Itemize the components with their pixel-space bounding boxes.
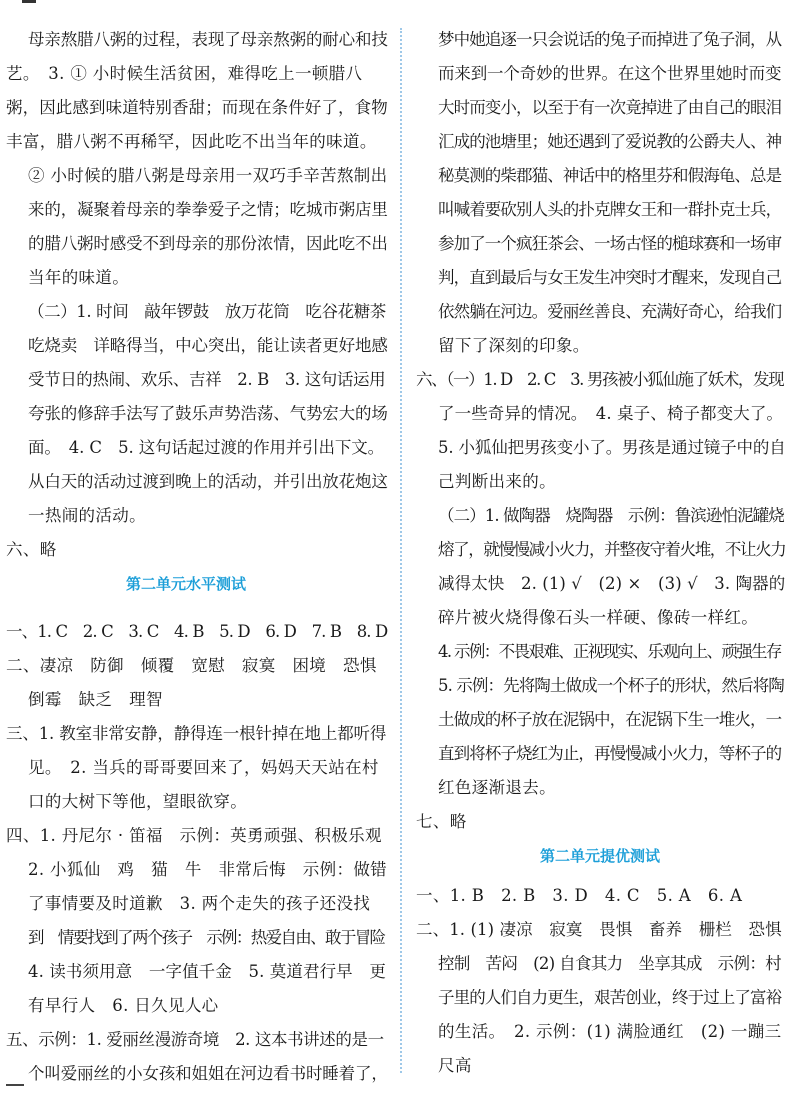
text-line: 的腊八粥时感受不到母亲的那份浓情，因此吃不出 (28, 234, 388, 253)
text-line: ② 小时候的腊八粥是母亲用一双巧手辛苦熬制出 (28, 166, 388, 185)
text-line: 一、1. B 2. B 3. D 4. C 5. A 6. A (416, 886, 743, 905)
text-line: 的生活。 2. 示例：(1) 满脸通红 (2) 一蹦三 (438, 1022, 782, 1041)
text-line: （二）1. 做陶器 烧陶器 示例：鲁滨逊怕泥罐烧 (438, 506, 784, 525)
text-line: 倒霉 缺乏 理智 (28, 690, 163, 709)
text-line: 己判断出来的。 (438, 472, 556, 491)
text-line: 见。 2. 当兵的哥哥要回来了，妈妈天天站在村 (28, 758, 379, 777)
text-line: 依然躺在河边。爱丽丝善良、充满好奇心，给我们 (438, 302, 782, 321)
text-line: 四、1. 丹尼尔 · 笛福 示例：英勇顽强、积极乐观 (6, 826, 382, 845)
text-line: 叫喊着要砍别人头的扑克牌女王和一群扑克士兵， (438, 200, 782, 219)
text-line: 一热闹的活动。 (28, 506, 146, 525)
page-edge-mark (6, 1084, 24, 1086)
text-line: 七、略 (416, 812, 467, 831)
text-line: 尺高 (438, 1056, 472, 1075)
text-line: 熔了，就慢慢减小火力，并整夜守着火堆，不让火力 (438, 540, 786, 559)
text-line: 三、1. 教室非常安静，静得连一根针掉在地上都听得 (6, 724, 387, 743)
text-line: 5. 示例：先将陶土做成一个杯子的形状，然后将陶 (438, 676, 784, 695)
text-line: 母亲熬腊八粥的过程，表现了母亲熬粥的耐心和技 (28, 30, 388, 49)
text-line: 艺。 3. ① 小时候生活贫困，难得吃上一顿腊八 (6, 64, 363, 83)
text-line: 红色逐渐退去。 (438, 778, 556, 797)
text-line: （二）1. 时间 敲年锣鼓 放万花筒 吃谷花糖茶 (28, 302, 386, 321)
text-line: 丰富，腊八粥不再稀罕，因此吃不出当年的味道。 (6, 132, 377, 151)
text-line: 当年的味道。 (28, 268, 130, 287)
text-line: 判，直到最后与女王发生冲突时才醒来，发现自己 (438, 268, 782, 287)
text-line: 土做成的杯子放在泥锅中，在泥锅下生一堆火，一 (438, 710, 782, 729)
text-line: 二、凄凉 防御 倾覆 宽慰 寂寞 困境 恐惧 (6, 656, 377, 675)
text-line: 口的大树下等他，望眼欲穿。 (28, 792, 248, 811)
text-line: 面。 4. C 5. 这句话起过渡的作用并引出下文。 (28, 438, 384, 457)
text-line: 有早行人 6. 日久见人心 (28, 996, 219, 1015)
text-line: 秘莫测的柴郡猫、神话中的格里芬和假海龟、总是 (438, 166, 782, 185)
text-line: 吃烧卖 详略得当，中心突出，能让读者更好地感 (28, 336, 388, 355)
text-line: 5. 小狐仙把男孩变小了。男孩是通过镜子中的自 (438, 438, 786, 457)
text-line: 而来到一个奇妙的世界。在这个世界里她时而变 (438, 64, 782, 83)
text-line: 4. 读书须用意 一字值千金 5. 莫道君行早 更 (28, 962, 386, 981)
text-line: 梦中她追逐一只会说话的兔子而掉进了兔子洞，从 (438, 30, 782, 49)
text-line: 2. 小狐仙 鸡 猫 牛 非常后悔 示例：做错 (28, 860, 388, 879)
text-line: 六、（一）1. D 2. C 3. 男孩被小狐仙施了妖术，发现 (416, 370, 784, 389)
text-line: 4. 示例：不畏艰难、正视现实、乐观向上、顽强生存 (438, 642, 781, 661)
section-title-advanced-test: 第二单元提优测试 (540, 847, 661, 865)
text-line: 受节日的热闹、欢乐、吉祥 2. B 3. 这句话运用 (28, 370, 386, 389)
text-line: 子里的人们自力更生，艰苦创业，终于过上了富裕 (438, 988, 782, 1007)
section-title-level-test: 第二单元水平测试 (126, 575, 247, 593)
column-divider (400, 28, 402, 1073)
text-line: 留下了深刻的印象。 (438, 336, 590, 355)
text-line: 五、示例：1. 爱丽丝漫游奇境 2. 这本书讲述的是一 (6, 1030, 384, 1049)
text-line: 六、略 (6, 540, 57, 559)
text-line: 碎片被火烧得像石头一样硬、像砖一样红。 (438, 608, 759, 627)
text-line: 二、1. (1) 凄凉 寂寞 畏惧 畜养 栅栏 恐惧 (416, 920, 782, 939)
text-line: 减得太快 2. (1) √ (2) × (3) √ 3. 陶器的 (438, 574, 786, 593)
text-line: 来的，凝聚着母亲的拳拳爱子之情；吃城市粥店里 (28, 200, 388, 219)
text-line: 参加了一个疯狂茶会、一场古怪的槌球赛和一场审 (438, 234, 782, 253)
text-line: 个叫爱丽丝的小女孩和姐姐在河边看书时睡着了， (28, 1064, 388, 1083)
text-line: 控制 苦闷 (2) 自食其力 坐享其成 示例：村 (438, 954, 782, 973)
text-line: 直到将杯子烧红为止，再慢慢减小火力，等杯子的 (438, 744, 782, 763)
text-line: 一、1. C 2. C 3. C 4. B 5. D 6. D 7. B 8. D (6, 622, 388, 641)
text-line: 大时而变小，以至于有一次竟掉进了由自己的眼泪 (438, 98, 782, 117)
top-mark (22, 0, 36, 3)
text-line: 从白天的活动过渡到晚上的活动，并引出放花炮这 (28, 472, 388, 491)
text-line: 汇成的池塘里；她还遇到了爱说教的公爵夫人、神 (438, 132, 782, 151)
text-line: 粥，因此感到味道特别香甜；而现在条件好了，食物 (6, 98, 388, 117)
text-line: 了一些奇异的情况。 4. 桌子、椅子都变大了。 (438, 404, 784, 423)
text-line: 夸张的修辞手法写了鼓乐声势浩荡、气势宏大的场 (28, 404, 388, 423)
text-line: 到 情要找到了两个孩子 示例：热爱自由、敢于冒险 (28, 928, 385, 947)
text-line: 了事情要及时道歉 3. 两个走失的孩子还没找 (28, 894, 371, 913)
